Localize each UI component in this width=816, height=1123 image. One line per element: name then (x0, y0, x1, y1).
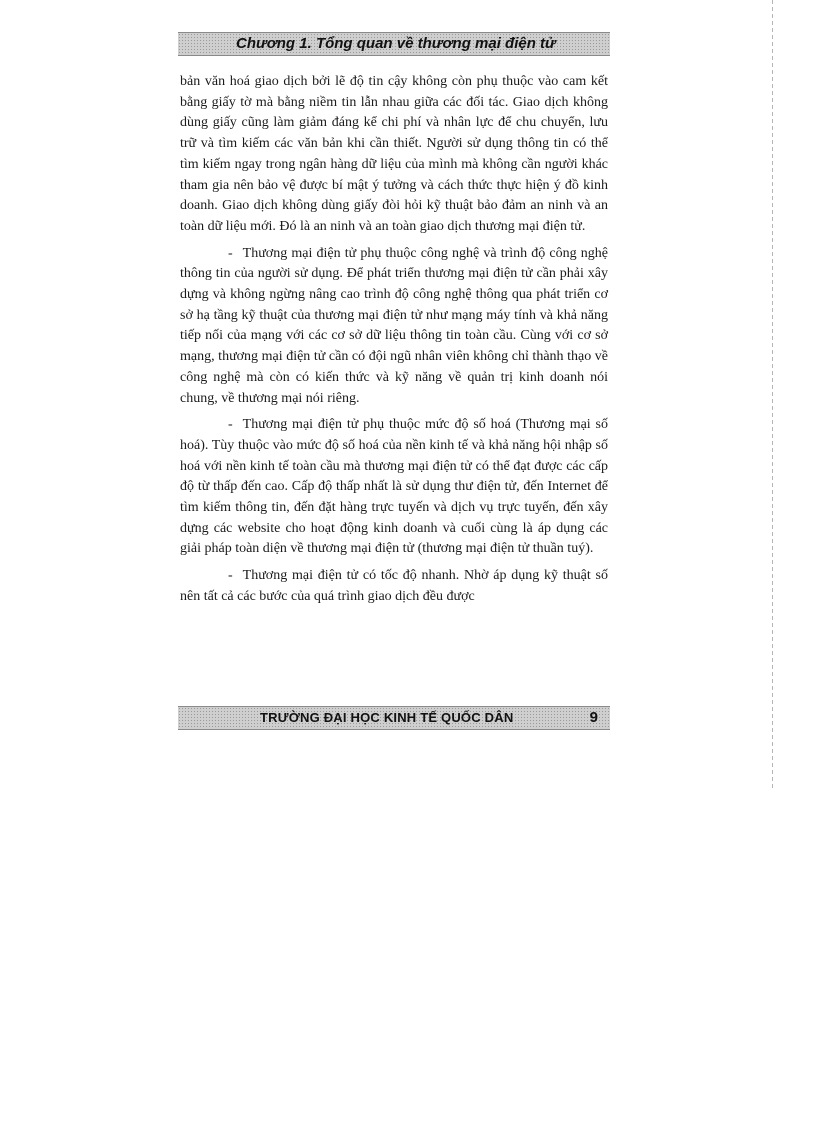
chapter-header-bar (178, 32, 610, 56)
paragraph-text: Thương mại điện tử phụ thuộc công nghệ và trình độ công nghệ thông tin của người sử dụng. Để phát triển thương mại điện tử cần phải xây dựng và không ngừng nâng cao trình độ công nghệ thông qua phát triển cơ sở hạ tầng kỹ thuật của thương mại điện tử như mạng máy tính và khả năng tiếp nối của mạng với các cơ sở dữ liệu thông tin toàn cầu. Cùng với cơ sở mạng, thương mại điện tử cần có đội ngũ nhân viên không chỉ thành thạo về công nghệ mà còn có kiến thức và kỹ năng về quản trị kinh doanh nói chung, về thương mại nói riêng. (180, 245, 608, 406)
paragraph-text: bản văn hoá giao dịch bởi lẽ độ tin cậy không còn phụ thuộc vào cam kết bằng giấy tờ mà bằng niềm tin lẫn nhau giữa các đối tác. Giao dịch không dùng giấy cũng làm giảm đáng kể chi phí và nhân lực để chu chuyển, lưu trữ và tìm kiếm các văn bản khi cần thiết. Người sử dụng thông tin có thể tìm kiếm ngay trong ngân hàng dữ liệu của mình mà không cần người khác tham gia nên bảo vệ được bí mật ý tưởng và cách thức thực hiện ý đồ kinh doanh. Giao dịch không dùng giấy đòi hỏi kỹ thuật bảo đảm an ninh và an toàn dữ liệu mới. Đó là an ninh và an toàn giao dịch thương mại điện tử. (180, 74, 608, 234)
bullet-dash: - (228, 568, 233, 584)
body-text (180, 72, 608, 614)
paragraph-4 (180, 566, 608, 607)
paragraph-2 (180, 244, 608, 410)
institution-name: TRƯỜNG ĐẠI HỌC KINH TẾ QUỐC DÂN (260, 710, 514, 725)
paragraph-text: Thương mại điện tử phụ thuộc mức độ số hoá (Thương mại số hoá). Tùy thuộc vào mức độ số hoá của nền kinh tế và khả năng hội nhập số hoá với nền kinh tế toàn cầu mà thương mại điện tử có thể đạt được các cấp độ từ thấp đến cao. Cấp độ thấp nhất là sử dụng thư điện tử, đến Internet để tìm kiếm thông tin, đến đặt hàng trực tuyến và dịch vụ trực tuyến, đến xây dựng các website cho hoạt động kinh doanh và cuối cùng là áp dụng các giải pháp toàn diện về thương mại điện tử (thương mại điện tử thuần tuý). (180, 417, 608, 557)
bullet-dash: - (228, 245, 233, 261)
page-number: 9 (589, 709, 598, 726)
page-footer-bar (178, 706, 610, 730)
paragraph-3 (180, 415, 608, 560)
chapter-title: Chương 1. Tổng quan về thương mại điện tử (236, 35, 556, 52)
paragraph-text: Thương mại điện tử có tốc độ nhanh. Nhờ áp dụng kỹ thuật số nên tất cả các bước của quá trình giao dịch đều được (180, 568, 608, 604)
scan-edge-line (772, 0, 773, 790)
bullet-dash: - (228, 417, 233, 433)
paragraph-1 (180, 72, 608, 238)
